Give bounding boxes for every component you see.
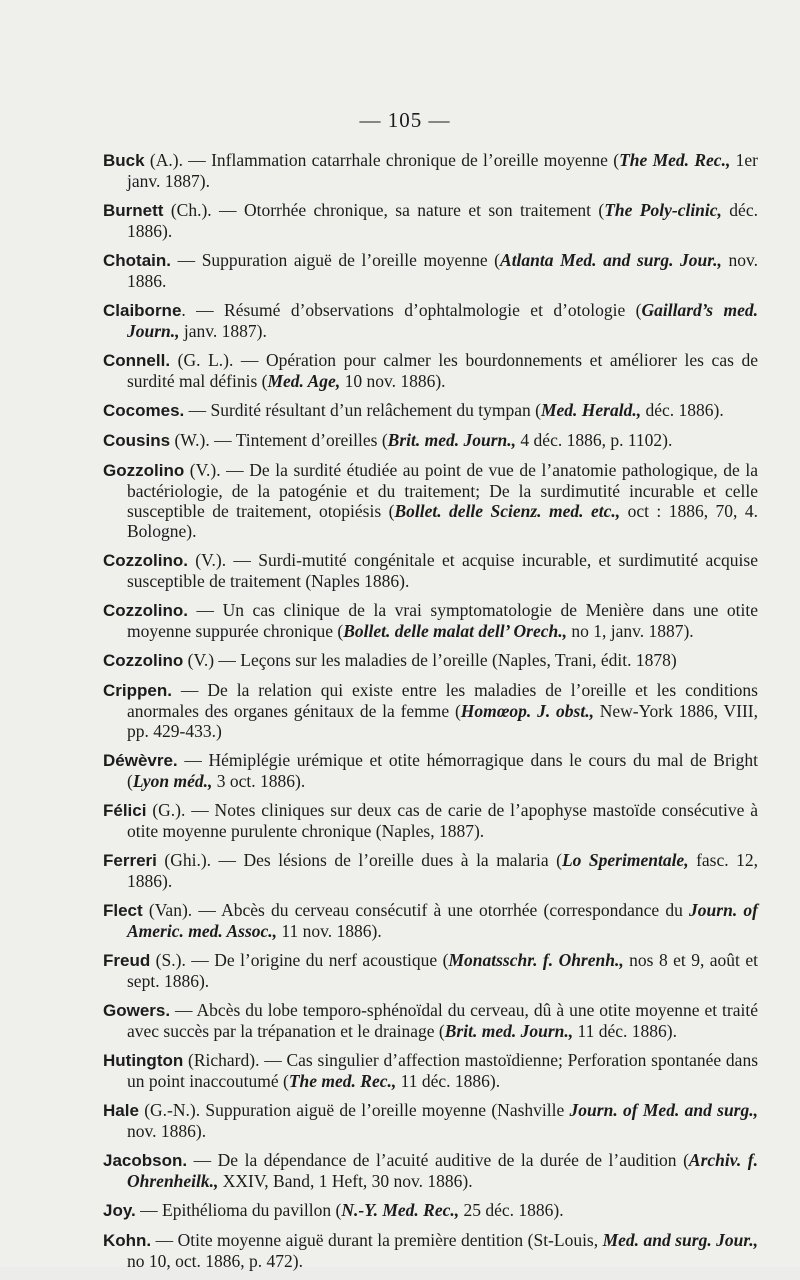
entry-source: The med. Rec., xyxy=(288,1071,397,1091)
entry-author: Burnett xyxy=(103,201,164,220)
entry-text: — De la relation qui existe entre les maladies de l’oreille et les conditions anormales des organes génitaux de la femme ( xyxy=(127,680,758,721)
bibliography-entry xyxy=(103,900,758,941)
bibliography-entry xyxy=(103,460,758,541)
entry-author: Hale xyxy=(103,1101,139,1120)
entry-text: — Surdité résultant d’un relâchement du tympan ( xyxy=(184,400,541,420)
entry-text: (A.). — Inflammation catarrhale chronique de l’oreille moyenne ( xyxy=(144,150,620,170)
entry-date: 4 déc. 1886, p. 1102). xyxy=(516,430,673,450)
entry-text: (G. L.). — Opération pour calmer les bourdonnements et améliorer les cas de surdité mal définis ( xyxy=(127,350,758,391)
entry-source: Bollet. delle Scienz. med. etc., xyxy=(394,501,621,521)
bibliography-entry xyxy=(103,800,758,841)
entry-date: no 1, janv. 1887). xyxy=(566,621,694,641)
entry-date: nov. 1886). xyxy=(127,1121,207,1141)
entry-text: (V.). — Surdi-mutité congénitale et acquise incurable, et surdimutité acquise susceptible de traitement (Naples 1886). xyxy=(127,550,758,591)
bibliography-entry xyxy=(103,300,758,341)
entry-date: New-York 1886, VIII, pp. 429-433.) xyxy=(127,701,759,741)
entry-date: déc. 1886). xyxy=(127,200,758,241)
bibliography-entry xyxy=(103,600,758,641)
entry-author: Freud xyxy=(103,951,151,970)
entry-text: (W.). — Tintement d’oreilles ( xyxy=(170,430,388,450)
entry-date: fasc. 12, 1886). xyxy=(127,850,758,891)
entry-date: 11 déc. 1886). xyxy=(396,1071,501,1091)
entry-source: Homœop. J. obst., xyxy=(460,701,594,721)
entry-text: — Hémiplégie urémique et otite hémorragique dans le cours du mal de Bright ( xyxy=(127,750,758,791)
entry-author: Hutington xyxy=(103,1051,184,1070)
entry-author: Cocomes. xyxy=(103,401,185,420)
entry-author: Joy. xyxy=(103,1201,136,1220)
entry-source: Med. and surg. Jour., xyxy=(602,1230,758,1250)
bibliography-entry xyxy=(103,200,758,241)
entry-text: . — Résumé d’observations d’ophtalmologie et d’otologie ( xyxy=(181,300,642,320)
bibliography-entry xyxy=(103,1000,758,1041)
entry-author: Jacobson. xyxy=(103,1151,188,1170)
entry-source: Brit. med. Journ., xyxy=(444,1021,574,1041)
entry-date: no 10, oct. 1886, p. 472). xyxy=(127,1251,303,1271)
entry-text: (V.). — De la surdité étudiée au point de vue de l’anatomie pathologique, de la bactériologie, de la patogénie et du traitement; De la surdimutité incurable et celle susceptible de traitement, otopiésis ( xyxy=(127,460,758,521)
entry-text: (Van). — Abcès du cerveau consécutif à une otorrhée (correspondance du xyxy=(142,900,690,920)
entry-text: — Abcès du lobe temporo-sphénoïdal du cerveau, dû à une otite moyenne et traité avec succès par la trépanation et le drainage ( xyxy=(127,1000,758,1041)
entry-source: N.-Y. Med. Rec., xyxy=(341,1200,460,1220)
bibliography-entry xyxy=(103,950,758,991)
entry-source: Gaillard’s med. Journ., xyxy=(127,300,758,341)
entry-date: 11 nov. 1886). xyxy=(277,921,382,941)
entry-text: — Otite moyenne aiguë durant la première dentition (St-Louis, xyxy=(151,1230,603,1250)
bibliography-entry xyxy=(103,400,758,421)
entry-source: Lyon méd., xyxy=(132,771,213,791)
entry-date: XXIV, Band, 1 Heft, 30 nov. 1886). xyxy=(218,1171,473,1191)
entry-text: (V.) — Leçons sur les maladies de l’oreille (Naples, Trani, édit. 1878) xyxy=(183,650,677,670)
entry-text: (Richard). — Cas singulier d’affection mastoïdienne; Perforation spontanée dans un point inaccoutumé ( xyxy=(127,1050,758,1091)
entry-author: Connell. xyxy=(103,351,171,370)
bibliography-entry xyxy=(103,1230,758,1271)
bibliography-entry xyxy=(103,650,758,671)
entry-author: Cozzolino. xyxy=(103,601,188,620)
entry-date: 11 déc. 1886). xyxy=(573,1021,677,1041)
bibliography-entry xyxy=(103,350,758,391)
bibliography-entry xyxy=(103,1200,758,1221)
bibliography-entry xyxy=(103,150,758,191)
bibliography-entry xyxy=(103,430,758,451)
entry-date: 10 nov. 1886). xyxy=(340,371,446,391)
bibliography-entry xyxy=(103,1050,758,1091)
entry-source: Monatsschr. f. Ohrenh., xyxy=(448,950,624,970)
entry-author: Crippen. xyxy=(103,681,172,700)
entry-text: (G.). — Notes cliniques sur deux cas de carie de l’apophyse mastoïde consécutive à otite moyenne purulente chronique (Naples, 1887). xyxy=(127,800,758,841)
bibliography-entry xyxy=(103,1150,758,1191)
page-number: — 105 — xyxy=(359,108,451,132)
entry-date: 25 déc. 1886). xyxy=(459,1200,564,1220)
entry-author: Chotain. xyxy=(103,251,171,270)
bibliography-entry xyxy=(103,250,758,291)
bibliography-entry xyxy=(103,750,758,791)
entry-source: The Med. Rec., xyxy=(619,150,731,170)
entry-author: Déwèvre. xyxy=(103,751,178,770)
entry-source: The Poly-clinic, xyxy=(604,200,722,220)
entry-text: (S.). — De l’origine du nerf acoustique ( xyxy=(150,950,449,970)
entry-source: Brit. med. Journ., xyxy=(387,430,517,450)
entry-author: Flect xyxy=(103,901,143,920)
bibliography-entry xyxy=(103,680,758,741)
bibliography-entry xyxy=(103,1100,758,1141)
entry-date: déc. 1886). xyxy=(641,400,724,420)
entry-source: Archiv. f. Ohrenheilk., xyxy=(127,1150,758,1191)
entry-date: 3 oct. 1886). xyxy=(212,771,306,791)
entry-text: (G.-N.). Suppuration aiguë de l’oreille moyenne (Nashville xyxy=(138,1100,570,1120)
entry-author: Claiborne xyxy=(103,301,182,320)
bibliography-entry xyxy=(103,550,758,591)
entry-author: Cozzolino. xyxy=(103,551,188,570)
entry-date: 1er janv. 1887). xyxy=(127,150,758,191)
entry-date: oct : 1886, 70, 4. Bologne). xyxy=(127,501,758,541)
entry-source: Med. Herald., xyxy=(540,400,642,420)
entry-author: Gozzolino xyxy=(103,461,185,480)
entry-source: Bollet. delle malat dell’ Orech., xyxy=(343,621,567,641)
entry-author: Kohn. xyxy=(103,1231,152,1250)
entry-source: Journ. of Med. and surg., xyxy=(569,1100,758,1120)
entry-text: — De la dépendance de l’acuité auditive de la durée de l’audition ( xyxy=(187,1150,689,1170)
entry-date: nov. 1886. xyxy=(127,250,758,291)
bibliography-entry xyxy=(103,850,758,891)
entry-author: Ferreri xyxy=(103,851,157,870)
entry-source: Lo Sperimentale, xyxy=(561,850,689,870)
entry-source: Atlanta Med. and surg. Jour., xyxy=(500,250,722,270)
bibliography-list xyxy=(103,150,758,1280)
entry-text: — Epithélioma du pavillon ( xyxy=(135,1200,342,1220)
entry-author: Félici xyxy=(103,801,147,820)
entry-date: nos 8 et 9, août et sept. 1886). xyxy=(127,950,758,991)
entry-text: (Ghi.). — Des lésions de l’oreille dues à la malaria ( xyxy=(156,850,562,870)
entry-text: — Un cas clinique de la vrai symptomatologie de Menière dans une otite moyenne suppurée chronique ( xyxy=(127,600,758,641)
entry-source: Med. Age, xyxy=(267,371,341,391)
entry-source: Journ. of Americ. med. Assoc., xyxy=(127,900,758,941)
entry-text: (Ch.). — Otorrhée chronique, sa nature et son traitement ( xyxy=(163,200,605,220)
entry-author: Gowers. xyxy=(103,1001,171,1020)
entry-author: Cousins xyxy=(103,431,171,450)
entry-author: Cozzolino xyxy=(103,651,184,670)
entry-text: — Suppuration aiguë de l’oreille moyenne ( xyxy=(171,250,501,270)
entry-author: Buck xyxy=(103,151,145,170)
entry-date: janv. 1887). xyxy=(179,321,267,341)
